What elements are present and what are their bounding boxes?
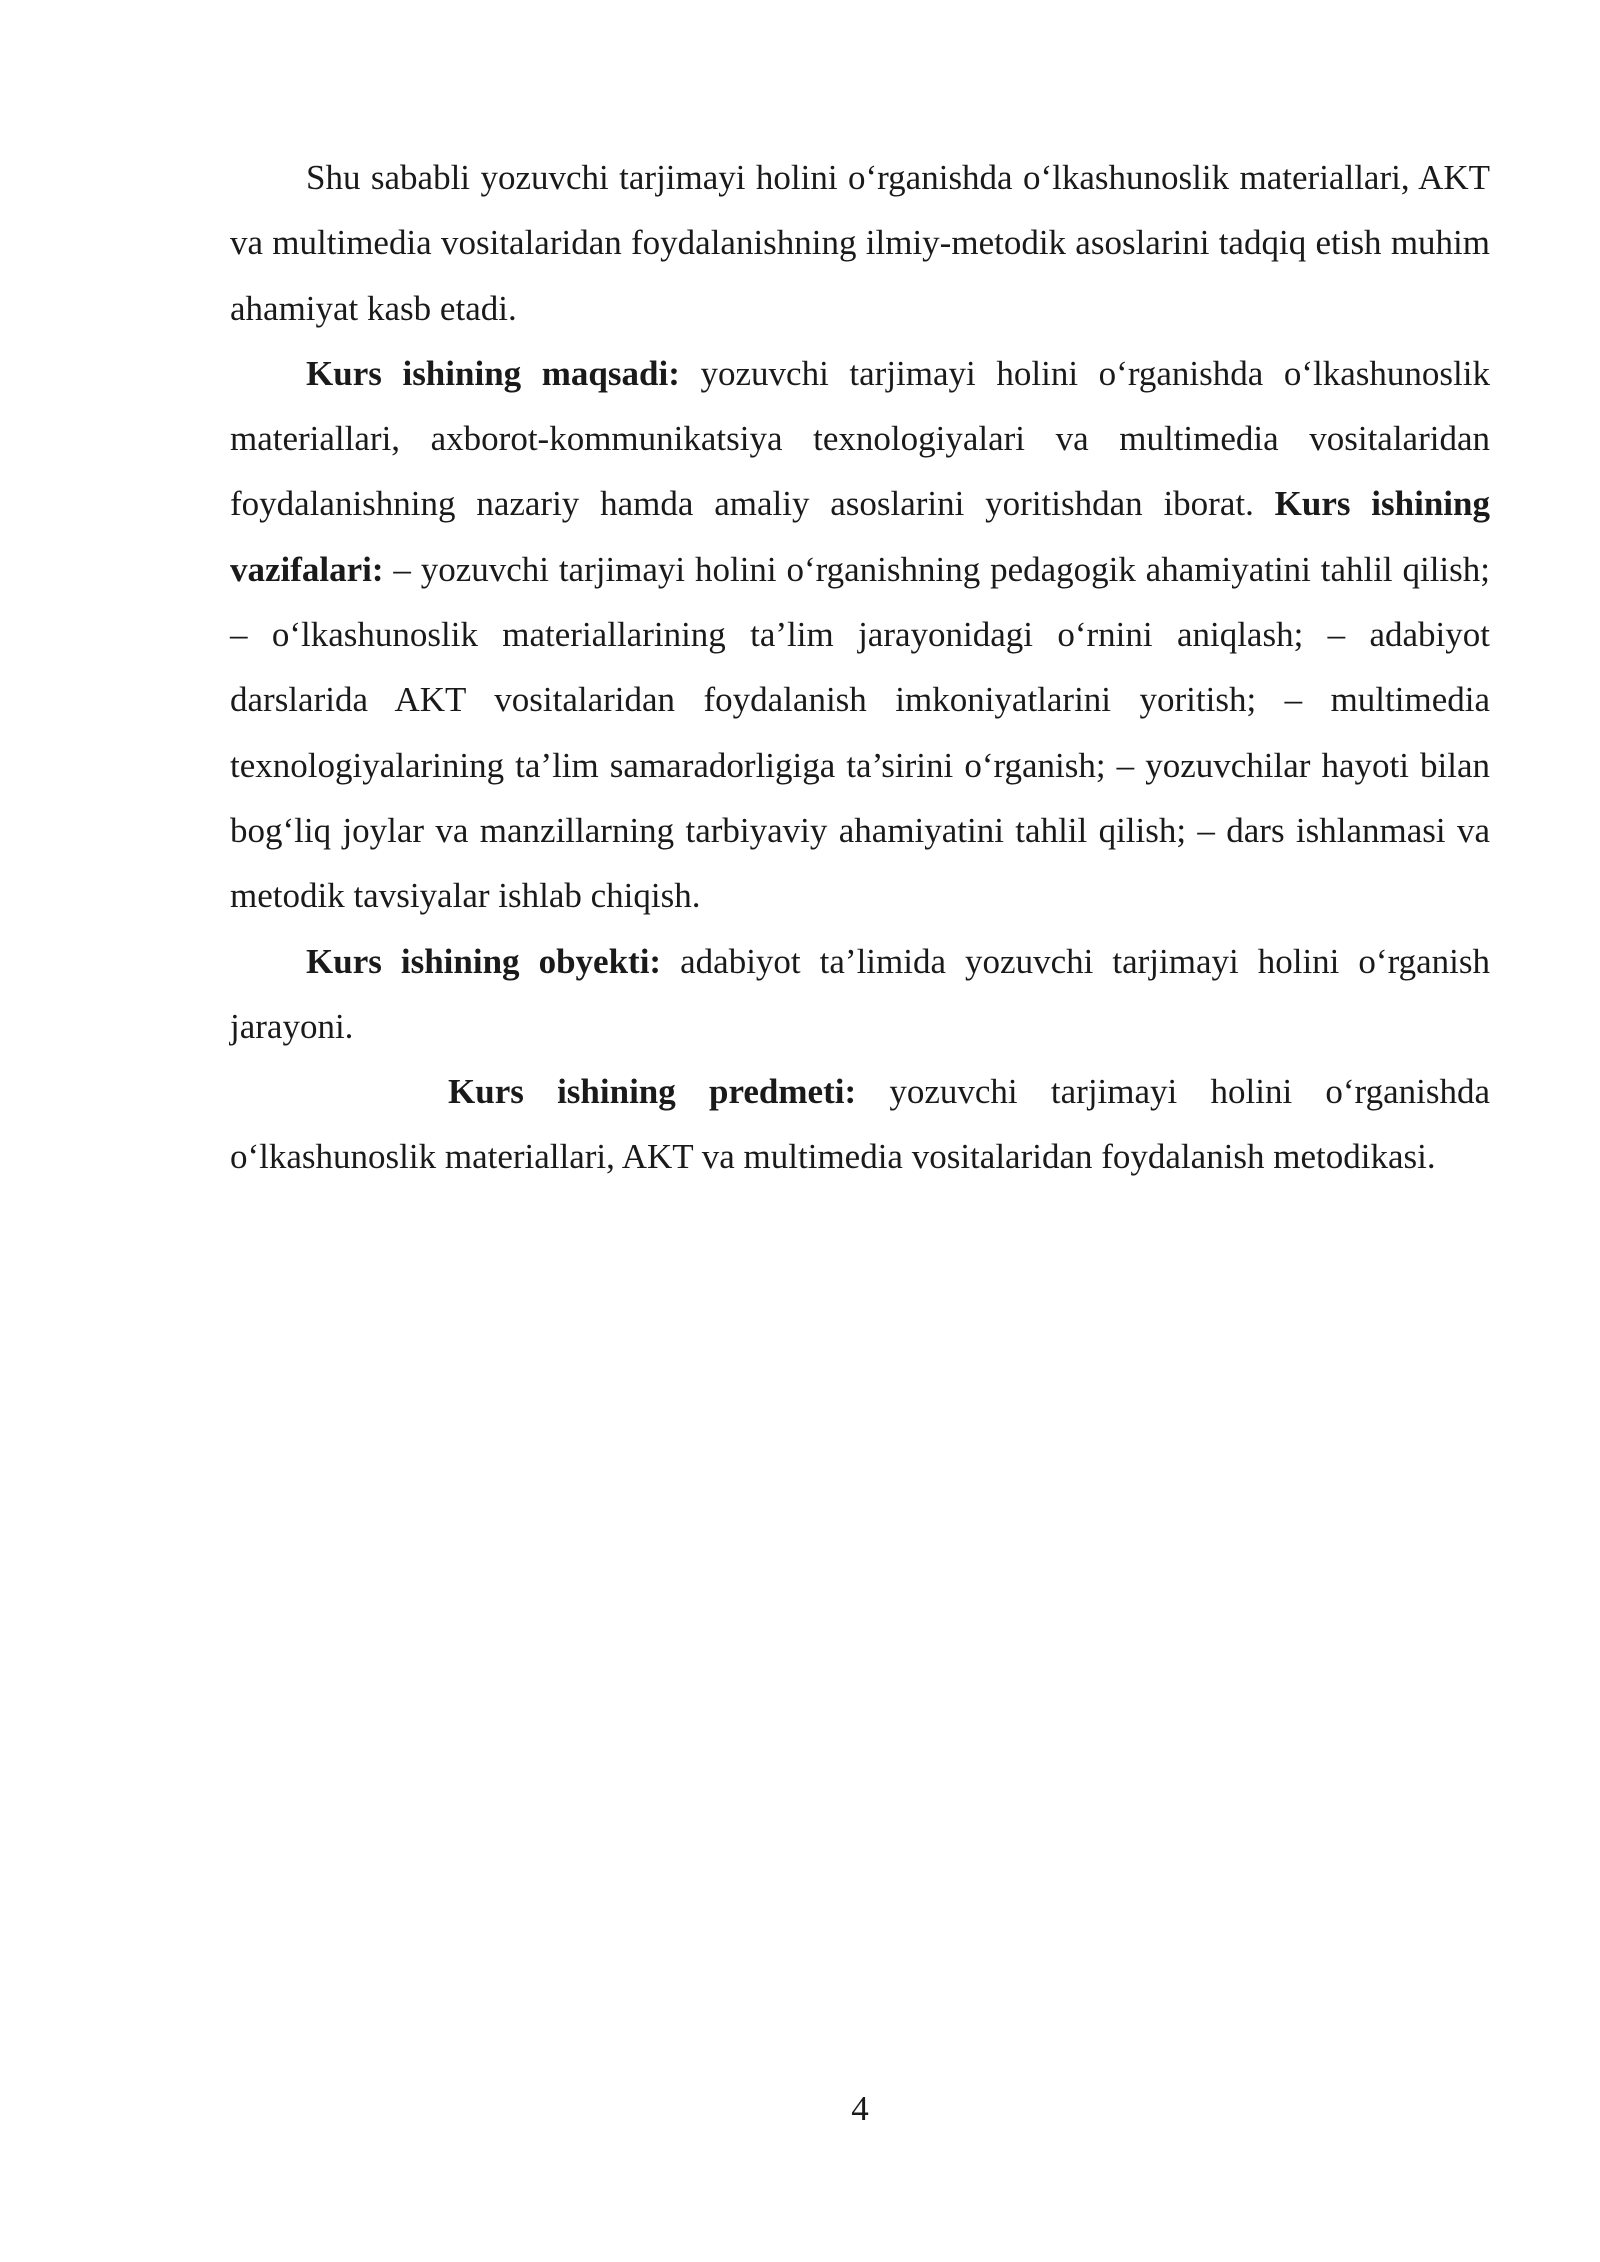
tasks-label: Kurs ishining vazifalari:	[230, 484, 1490, 589]
paragraph-intro-text: Shu sababli yozuvchi tarjimayi holini o‘rganishda o‘lkashunoslik materiallari, AKT va multimedia vositalaridan foydalanishning ilmiy-metodik asoslarini tadqiq etish muhim ahamiyat kasb etadi.	[230, 158, 1490, 328]
paragraph-goal-and-tasks	[230, 341, 1490, 929]
paragraph-object	[230, 929, 1490, 1060]
object-label: Kurs ishining obyekti:	[306, 941, 662, 981]
tasks-text: – yozuvchi tarjimayi holini o‘rganishning pedagogik ahamiyatini tahlil qilish; – o‘lkashunoslik materiallarining ta’lim jarayonidagi o‘rnini aniqlash; – adabiyot darslarida AKT vositalaridan foydalanish imkoniyatlarini yoritish; – multimedia texnologiyalarining ta’lim samaradorligiga ta’sirini o‘rganish; – yozuvchilar hayoti bilan bog‘liq joylar va manzillarning tarbiyaviy ahamiyatini tahlil qilish; – dars ishlanmasi va metodik tavsiyalar ishlab chiqish.	[230, 549, 1490, 916]
subject-text: yozuvchi tarjimayi holini o‘rganishda o‘lkashunoslik materiallari, AKT va multimedia vositalaridan foydalanish metodikasi.	[230, 1072, 1490, 1177]
document-body	[230, 145, 1490, 1190]
object-text: adabiyot ta’limida yozuvchi tarjimayi holini o‘rganish jarayoni.	[230, 941, 1490, 1046]
goal-label: Kurs ishining maqsadi:	[306, 353, 680, 393]
paragraph-subject	[230, 1059, 1490, 1190]
goal-text: yozuvchi tarjimayi holini o‘rganishda o‘lkashunoslik materiallari, axborot-kommunikatsiya texnologiyalari va multimedia vositalaridan foydalanishning nazariy hamda amaliy asoslarini yoritishdan iborat.	[230, 353, 1490, 524]
page-number: 4	[851, 2089, 869, 2128]
subject-label: Kurs ishining predmeti:	[448, 1072, 857, 1112]
paragraph-intro	[230, 145, 1490, 341]
